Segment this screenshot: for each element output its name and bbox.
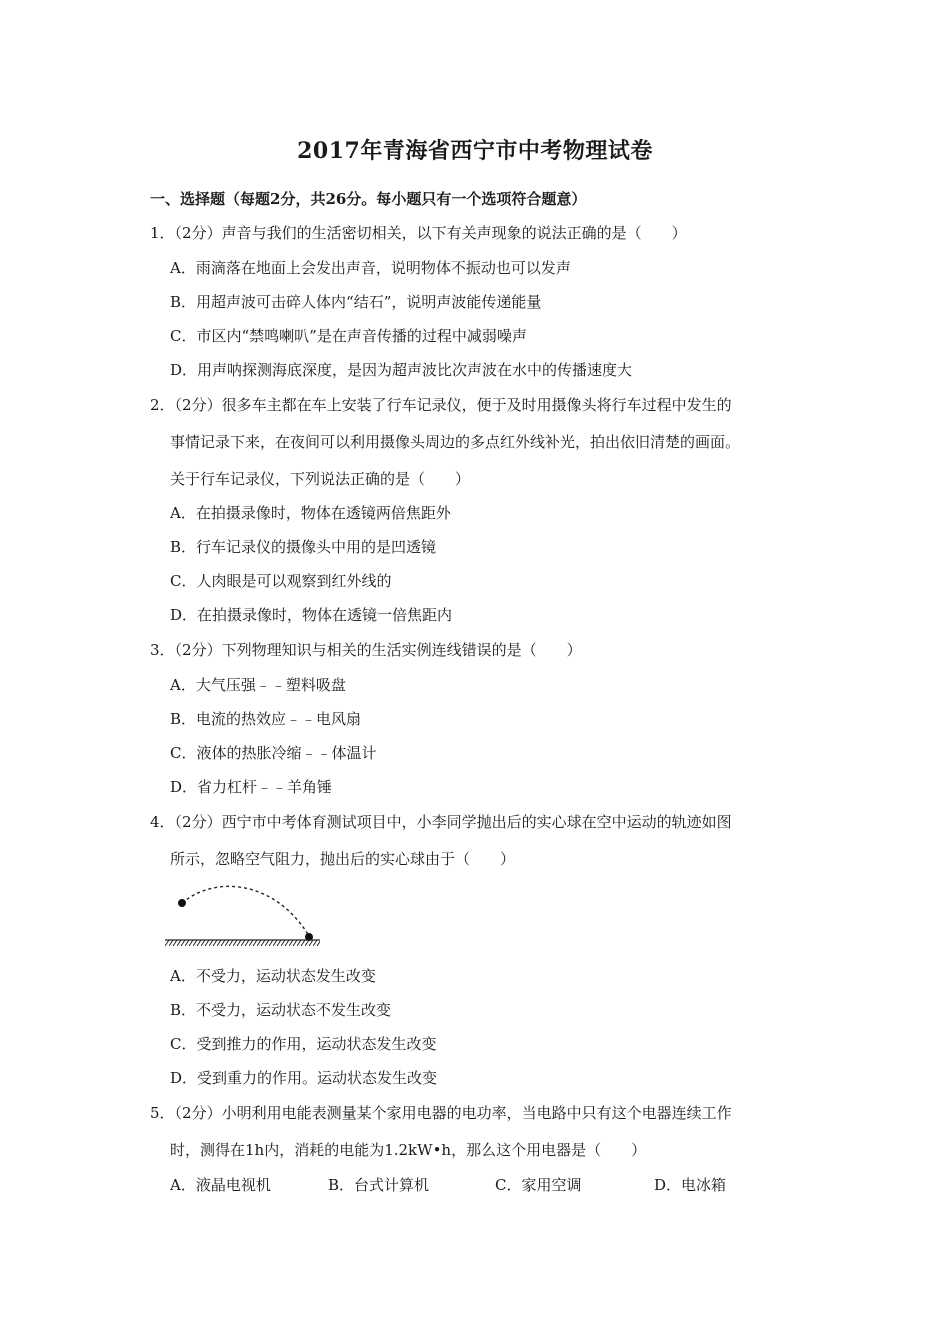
question-1-option-d: D．用声呐探测海底深度，是因为超声波比次声波在水中的传播速度大 [170,361,633,379]
question-1-stem: 1．（2分）声音与我们的生活密切相关，以下有关声现象的说法正确的是（ ） [150,224,687,242]
question-1-option-b: B．用超声波可击碎人体内“结石”，说明声波能传递能量 [170,293,542,311]
question-2-stem-line-1: 2．（2分）很多车主都在车上安装了行车记录仪，便于及时用摄像头将行车过程中发生的 [150,396,732,414]
ball-start-marker [178,899,186,907]
question-3-option-c: C．液体的热胀冷缩﹣﹣体温计 [170,744,377,762]
question-1-option-a: A．雨滴落在地面上会发出声音，说明物体不振动也可以发声 [170,259,571,277]
question-5-option-c: C．家用空调 [495,1176,582,1194]
question-5-option-d: D．电冰箱 [654,1176,727,1194]
question-5-option-a: A．液晶电视机 [170,1176,271,1194]
question-2-option-c: C．人肉眼是可以观察到红外线的 [170,572,392,590]
question-2-stem-line-2: 事情记录下来，在夜间可以利用摄像头周边的多点红外线补光，拍出依旧清楚的画面。 [170,433,741,451]
question-5-option-b: B．台式计算机 [328,1176,430,1194]
ground-hatch [165,940,320,946]
question-5-stem-line-2: 时，测得在1h内，消耗的电能为1.2kW•h，那么这个用电器是（ ） [170,1141,647,1159]
page-title: 2017年青海省西宁市中考物理试卷 [297,138,653,164]
question-4-option-d: D．受到重力的作用。运动状态发生改变 [170,1069,438,1087]
trajectory-curve [182,886,309,936]
question-4-option-b: B．不受力，运动状态不发生改变 [170,1001,392,1019]
question-1-option-c: C．市区内“禁鸣喇叭”是在声音传播的过程中减弱噪声 [170,327,527,345]
question-3-option-a: A．大气压强﹣﹣塑料吸盘 [170,676,346,694]
question-4-stem-line-2: 所示，忽略空气阻力，抛出后的实心球由于（ ） [170,850,516,868]
question-4-option-a: A．不受力，运动状态发生改变 [170,967,376,985]
question-3-option-b: B．电流的热效应﹣﹣电风扇 [170,710,362,728]
question-2-option-a: A．在拍摄录像时，物体在透镜两倍焦距外 [170,504,451,522]
question-4-stem-line-1: 4．（2分）西宁市中考体育测试项目中，小李同学抛出后的实心球在空中运动的轨迹如图 [150,813,732,831]
question-2-option-b: B．行车记录仪的摄像头中用的是凹透镜 [170,538,437,556]
question-3-option-d: D．省力杠杆﹣﹣羊角锤 [170,778,333,796]
section-heading: 一、选择题（每题2分，共26分。每小题只有一个选项符合题意） [150,190,587,208]
question-2-stem-line-3: 关于行车记录仪，下列说法正确的是（ ） [170,470,471,488]
shot-put-trajectory-figure [165,880,325,950]
question-2-option-d: D．在拍摄录像时，物体在透镜一倍焦距内 [170,606,453,624]
question-5-stem-line-1: 5．（2分）小明利用电能表测量某个家用电器的电功率，当电路中只有这个电器连续工作 [150,1104,732,1122]
question-3-stem: 3．（2分）下列物理知识与相关的生活实例连线错误的是（ ） [150,641,582,659]
question-4-option-c: C．受到推力的作用，运动状态发生改变 [170,1035,437,1053]
